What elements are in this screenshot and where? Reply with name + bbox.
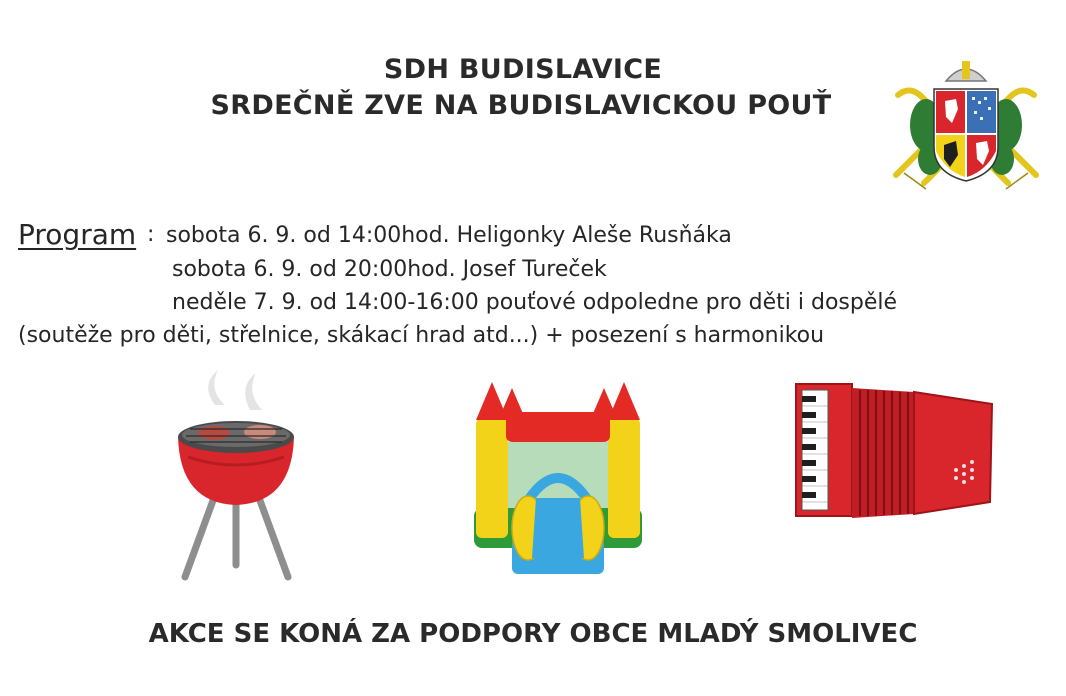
program-item-details: (soutěže pro děti, střelnice, skákací hrad atd...) + posezení s harmonikou xyxy=(18,323,825,348)
bouncy-castle-icon xyxy=(468,378,648,578)
program-item-saturday-afternoon: sobota 6. 9. od 14:00hod. Heligonky Aleše Rusňáka xyxy=(166,223,732,248)
program-label: Program xyxy=(18,218,137,251)
program-item-saturday-evening: sobota 6. 9. od 20:00hod. Josef Tureček xyxy=(172,257,607,282)
program-colon: : xyxy=(147,222,155,247)
program-item-sunday: neděle 7. 9. od 14:00-16:00 pouťové odpoledne pro děti i dospělé xyxy=(172,290,898,315)
accordion-icon xyxy=(790,378,1000,533)
header-invitation: SRDEČNĚ ZVE NA BUDISLAVICKOU POUŤ xyxy=(210,90,832,121)
fire-brigade-emblem-icon xyxy=(890,55,1042,195)
footer-sponsor-note: AKCE SE KONÁ ZA PODPORY OBCE MLADÝ SMOLIVEC xyxy=(148,619,918,649)
barbecue-grill-icon xyxy=(170,365,300,585)
header-title: SDH BUDISLAVICE xyxy=(383,54,663,85)
